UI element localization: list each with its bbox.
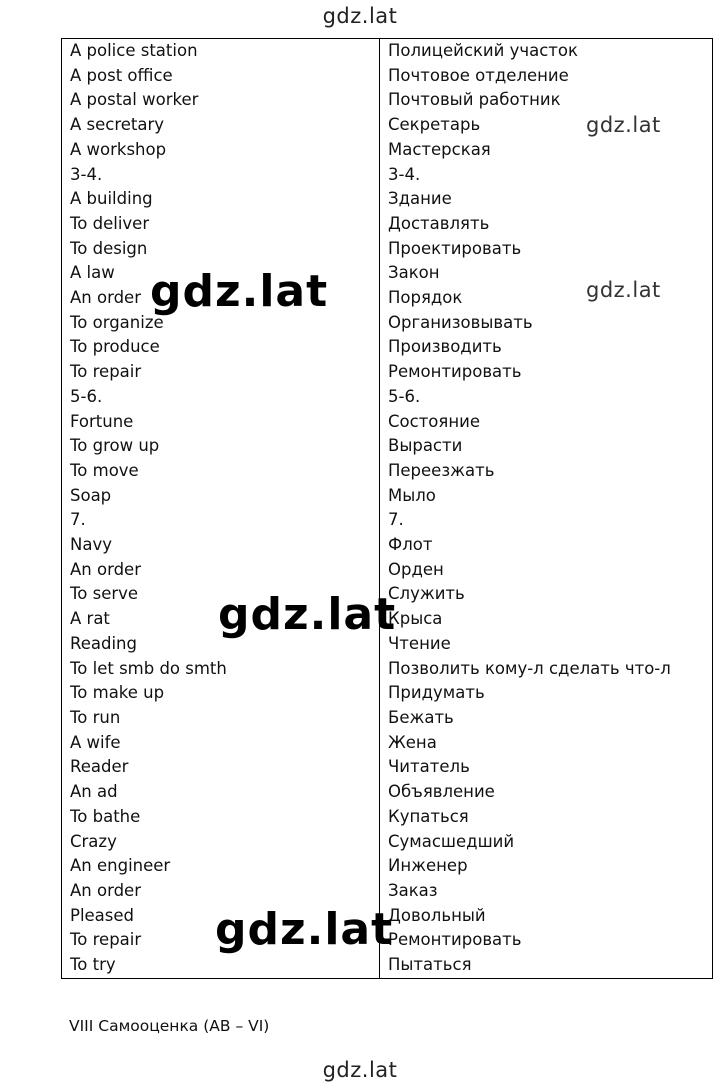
vocabulary-table-body	[62, 39, 713, 979]
english-term: A law	[62, 261, 380, 286]
vocabulary-row	[62, 780, 713, 805]
russian-translation: Орден	[388, 559, 444, 579]
russian-translation: Читатель	[388, 757, 470, 777]
russian-translation: Довольный	[388, 905, 486, 925]
russian-translation: Мастерская	[388, 139, 491, 159]
english-term: An order	[62, 286, 380, 311]
english-term: To design	[62, 237, 380, 262]
vocabulary-row	[62, 508, 713, 533]
russian-translation: Купаться	[388, 806, 469, 826]
russian-translation: Сумасшедший	[388, 831, 515, 851]
english-term: An ad	[62, 780, 380, 805]
russian-translation: Придумать	[388, 683, 485, 703]
russian-translation: Ремонтировать	[388, 362, 522, 382]
russian-translation: 5-6.	[388, 386, 421, 406]
russian-translation: Заказ	[388, 880, 438, 900]
vocabulary-row	[62, 163, 713, 188]
vocabulary-row	[62, 731, 713, 756]
russian-translation: 7.	[388, 510, 404, 530]
english-term: Crazy	[62, 830, 380, 855]
english-term: 5-6.	[62, 385, 380, 410]
english-term: To let smb do smth	[62, 657, 380, 682]
russian-translation: Порядок	[388, 288, 463, 308]
english-term: To produce	[62, 335, 380, 360]
russian-translation: Доставлять	[388, 213, 490, 233]
russian-translation: Инженер	[388, 856, 468, 876]
watermark-bottom: gdz.lat	[322, 1058, 398, 1082]
russian-translation: Здание	[388, 189, 452, 209]
vocabulary-row	[62, 459, 713, 484]
english-term: To organize	[62, 311, 380, 336]
vocabulary-row	[62, 755, 713, 780]
vocabulary-row	[62, 706, 713, 731]
english-term: A wife	[62, 731, 380, 756]
english-term: Pleased	[62, 904, 380, 929]
russian-translation: Производить	[388, 337, 502, 357]
english-term: To move	[62, 459, 380, 484]
russian-translation: Секретарь	[388, 115, 481, 135]
russian-translation: Бежать	[388, 707, 454, 727]
english-term: To bathe	[62, 805, 380, 830]
vocabulary-row	[62, 237, 713, 262]
russian-translation: Пытаться	[388, 955, 472, 975]
english-term: A post office	[62, 64, 380, 89]
english-term: To deliver	[62, 212, 380, 237]
english-term: A building	[62, 187, 380, 212]
vocabulary-row	[62, 879, 713, 904]
vocabulary-row	[62, 434, 713, 459]
vocabulary-row	[62, 385, 713, 410]
vocabulary-row	[62, 39, 713, 64]
russian-translation: Мыло	[388, 485, 436, 505]
vocabulary-row	[62, 64, 713, 89]
english-term: A secretary	[62, 113, 380, 138]
russian-translation: Жена	[388, 732, 437, 752]
russian-translation: Крыса	[388, 609, 443, 629]
vocabulary-row	[62, 657, 713, 682]
vocabulary-row	[62, 212, 713, 237]
russian-translation: Организовывать	[388, 312, 533, 332]
english-term: Navy	[62, 533, 380, 558]
russian-translation: 3-4.	[388, 164, 421, 184]
russian-translation: Полицейский участок	[388, 41, 578, 60]
russian-translation: Проектировать	[388, 238, 522, 258]
english-term: 3-4.	[62, 163, 380, 188]
watermark-small-right-1: gdz.lat	[586, 113, 661, 137]
english-term: To repair	[62, 928, 380, 953]
vocabulary-row	[62, 558, 713, 583]
russian-translation: Служить	[388, 584, 465, 604]
english-term: An order	[62, 879, 380, 904]
russian-translation: Позволить кому-л сделать что-л	[388, 658, 671, 678]
russian-translation: Объявление	[388, 782, 495, 802]
russian-translation: Переезжать	[388, 460, 495, 480]
russian-translation: Флот	[388, 535, 433, 555]
vocabulary-row	[62, 830, 713, 855]
russian-translation: Почтовое отделение	[388, 65, 569, 85]
vocabulary-row	[62, 681, 713, 706]
russian-translation: Состояние	[388, 411, 480, 431]
english-term: A rat	[62, 607, 380, 632]
english-term: Soap	[62, 484, 380, 509]
vocabulary-row	[62, 410, 713, 435]
english-term: To grow up	[62, 434, 380, 459]
watermark-big-3: gdz.lat	[215, 904, 394, 955]
english-term: To try	[62, 953, 380, 978]
vocabulary-row	[62, 88, 713, 113]
english-term: To make up	[62, 681, 380, 706]
vocabulary-row	[62, 953, 713, 978]
english-term: A police station	[62, 39, 380, 64]
vocabulary-row	[62, 805, 713, 830]
vocabulary-row	[62, 360, 713, 385]
vocabulary-table	[61, 38, 713, 979]
watermark-big-2: gdz.lat	[218, 589, 397, 640]
watermark-top: gdz.lat	[322, 4, 398, 28]
english-term: An engineer	[62, 854, 380, 879]
english-term: 7.	[62, 508, 380, 533]
english-term: An order	[62, 558, 380, 583]
vocabulary-row	[62, 854, 713, 879]
russian-translation: Чтение	[388, 633, 451, 653]
russian-translation: Почтовый работник	[388, 90, 561, 110]
english-term: To repair	[62, 360, 380, 385]
watermark-small-right-2: gdz.lat	[586, 278, 661, 302]
english-term: To serve	[62, 582, 380, 607]
russian-translation: Вырасти	[388, 436, 463, 456]
vocabulary-row	[62, 484, 713, 509]
vocabulary-row	[62, 138, 713, 163]
watermark-big-1: gdz.lat	[150, 266, 329, 317]
english-term: Reader	[62, 755, 380, 780]
russian-translation: Ремонтировать	[388, 930, 522, 950]
english-term: To run	[62, 706, 380, 731]
english-term: Fortune	[62, 410, 380, 435]
vocabulary-row	[62, 533, 713, 558]
english-term: A workshop	[62, 138, 380, 163]
self-assessment-note: VIII Самооценка (АВ – VI)	[69, 1017, 270, 1035]
vocabulary-row	[62, 187, 713, 212]
english-term: Reading	[62, 632, 380, 657]
vocabulary-row	[62, 335, 713, 360]
english-term: A postal worker	[62, 88, 380, 113]
russian-translation: Закон	[388, 263, 440, 283]
